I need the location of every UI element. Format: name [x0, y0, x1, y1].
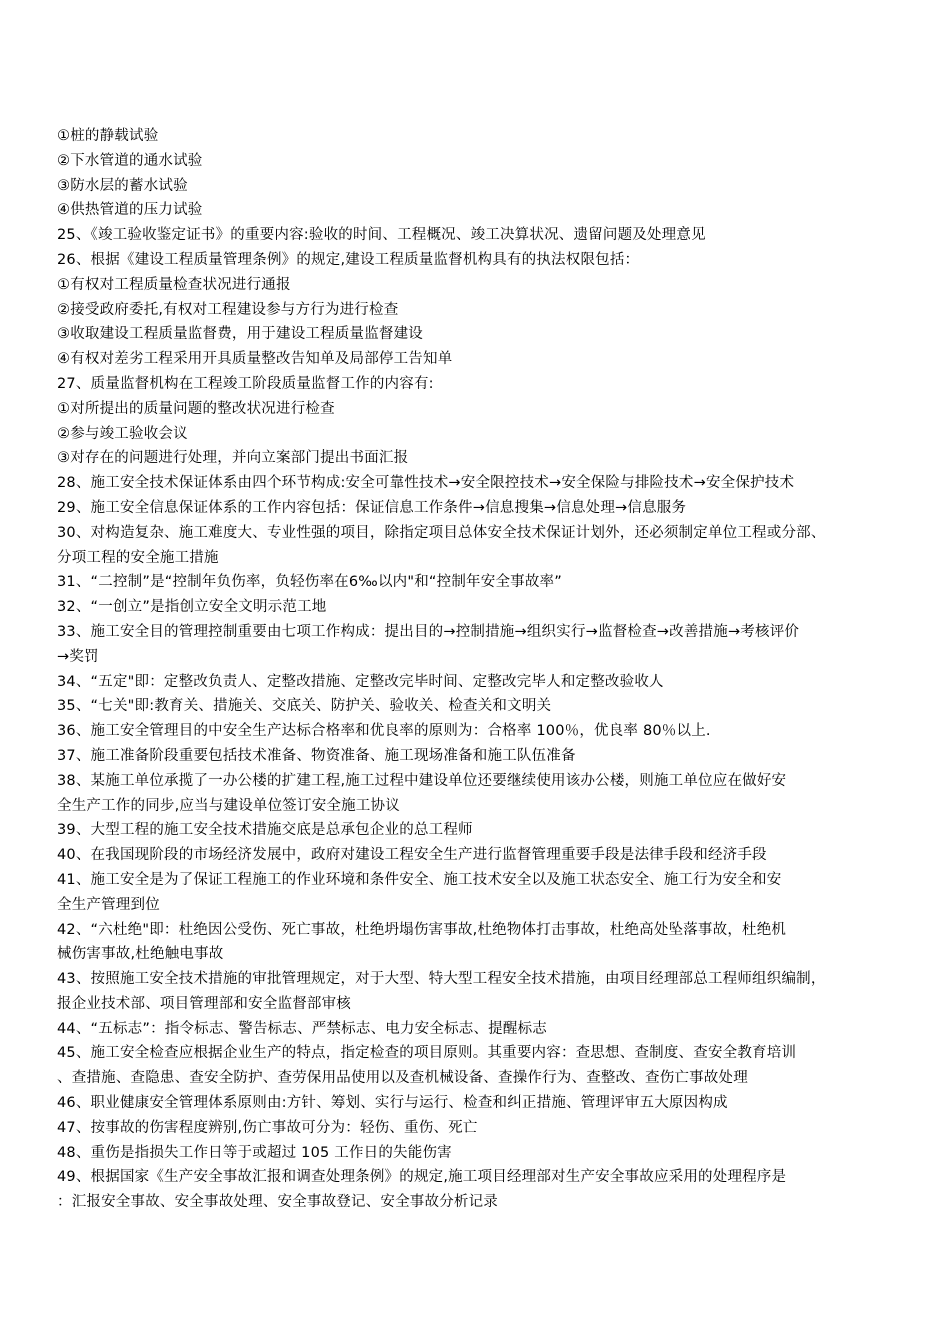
text-line: 25、《竣工验收鉴定证书》的重要内容:验收的时间、工程概况、竣工决算状况、遗留问题及处理意见 — [57, 227, 706, 244]
text-line: 43、按照施工安全技术措施的审批管理规定，对于大型、特大型工程安全技术措施，由项目经理部总工程师组织编制， — [57, 971, 826, 988]
text-line: 35、“七关"即:教育关、措施关、交底关、防护关、验收关、检查关和文明关 — [57, 698, 552, 715]
text-line: 48、重伤是指损失工作日等于或超过 105 工作日的失能伤害 — [57, 1144, 452, 1161]
text-line: ②下水管道的通水试验 — [57, 152, 203, 169]
text-line: ③对存在的问题进行处理，并向立案部门提出书面汇报 — [57, 450, 409, 467]
text-line: 27、质量监督机构在工程竣工阶段质量监督工作的内容有: — [57, 375, 434, 392]
text-line: 45、施工安全检查应根据企业生产的特点，指定检查的项目原则。其重要内容：查思想、查制度、查安全教育培训 — [57, 1045, 797, 1062]
text-line: 29、施工安全信息保证体系的工作内容包括：保证信息工作条件→信息搜集→信息处理→信息服务 — [57, 499, 687, 516]
document-body — [57, 124, 937, 1215]
text-line: ：汇报安全事故、安全事故处理、安全事故登记、安全事故分析记录 — [57, 1194, 498, 1211]
text-line: 40、在我国现阶段的市场经济发展中，政府对建设工程安全生产进行监督管理重要手段是法律手段和经济手段 — [57, 847, 767, 864]
text-line: ④供热管道的压力试验 — [57, 202, 203, 219]
text-line: 46、职业健康安全管理体系原则由:方针、筹划、实行与运行、检查和纠正措施、管理评审五大原因构成 — [57, 1095, 728, 1112]
text-line: 、查措施、查隐患、查安全防护、查劳保用品使用以及查机械设备、查操作行为、查整改、查伤亡事故处理 — [57, 1070, 748, 1087]
text-line: ②接受政府委托,有权对工程建设参与方行为进行检查 — [57, 301, 399, 318]
text-line: ④有权对差劣工程采用开具质量整改告知单及局部停工告知单 — [57, 351, 453, 368]
text-line: 28、施工安全技术保证体系由四个环节构成:安全可靠性技术→安全限控技术→安全保险与排险技术→安全保护技术 — [57, 475, 795, 492]
text-line: ③收取建设工程质量监督费，用于建设工程质量监督建设 — [57, 326, 423, 343]
text-line: 37、施工准备阶段重要包括技术准备、物资准备、施工现场准备和施工队伍准备 — [57, 747, 576, 764]
text-line: 全生产管理到位 — [57, 896, 160, 913]
text-line: 械伤害事故,杜绝触电事故 — [57, 946, 224, 963]
text-line: 全生产工作的同步,应当与建设单位签订安全施工协议 — [57, 797, 400, 814]
text-line: 30、对构造复杂、施工难度大、专业性强的项目，除指定项目总体安全技术保证计划外，还必须制定单位工程或分部、 — [57, 524, 826, 541]
text-line: 26、根据《建设工程质量管理条例》的规定,建设工程质量监督机构具有的执法权限包括： — [57, 251, 640, 268]
text-line: 34、“五定"即：定整改负责人、定整改措施、定整改完毕时间、定整改完毕人和定整改验收人 — [57, 673, 664, 690]
text-line: 44、“五标志”：指令标志、警告标志、严禁标志、电力安全标志、提醒标志 — [57, 1020, 547, 1037]
text-line: 39、大型工程的施工安全技术措施交底是总承包企业的总工程师 — [57, 822, 473, 839]
text-line: ①有权对工程质量检查状况进行通报 — [57, 276, 291, 293]
text-line: 分项工程的安全施工措施 — [57, 549, 219, 566]
text-line: 31、“二控制”是“控制年负伤率，负轻伤率在6‰以内"和“控制年安全事故率” — [57, 574, 562, 591]
text-line: ①桩的静载试验 — [57, 128, 159, 144]
text-line: →奖罚 — [57, 648, 99, 665]
text-line: 42、“六杜绝"即：杜绝因公受伤、死亡事故，杜绝坍塌伤害事故,杜绝物体打击事故，杜绝高处坠落事故，杜绝机 — [57, 921, 787, 938]
text-line: 报企业技术部、项目管理部和安全监督部审核 — [57, 995, 351, 1012]
text-line: 36、施工安全管理目的中安全生产达标合格率和优良率的原则为：合格率 100％，优良率 80％以上. — [57, 723, 711, 740]
text-line: 41、施工安全是为了保证工程施工的作业环境和条件安全、施工技术安全以及施工状态安全、施工行为安全和安 — [57, 871, 782, 888]
text-line: 49、根据国家《生产安全事故汇报和调查处理条例》的规定,施工项目经理部对生产安全事故应采用的处理程序是 — [57, 1169, 787, 1186]
text-line: 33、施工安全目的管理控制重要由七项工作构成：提出目的→控制措施→组织实行→监督检查→改善措施→考核评价 — [57, 623, 800, 640]
text-line: ③防水层的蓄水试验 — [57, 177, 188, 194]
text-line: 38、某施工单位承揽了一办公楼的扩建工程,施工过程中建设单位还要继续使用该办公楼，则施工单位应在做好安 — [57, 772, 787, 789]
text-line: ①对所提出的质量问题的整改状况进行检查 — [57, 400, 335, 417]
text-line: 32、“一创立”是指创立安全文明示范工地 — [57, 599, 327, 616]
text-line: ②参与竣工验收会议 — [57, 425, 188, 442]
text-line: 47、按事故的伤害程度辨别,伤亡事故可分为：轻伤、重伤、死亡 — [57, 1119, 478, 1136]
